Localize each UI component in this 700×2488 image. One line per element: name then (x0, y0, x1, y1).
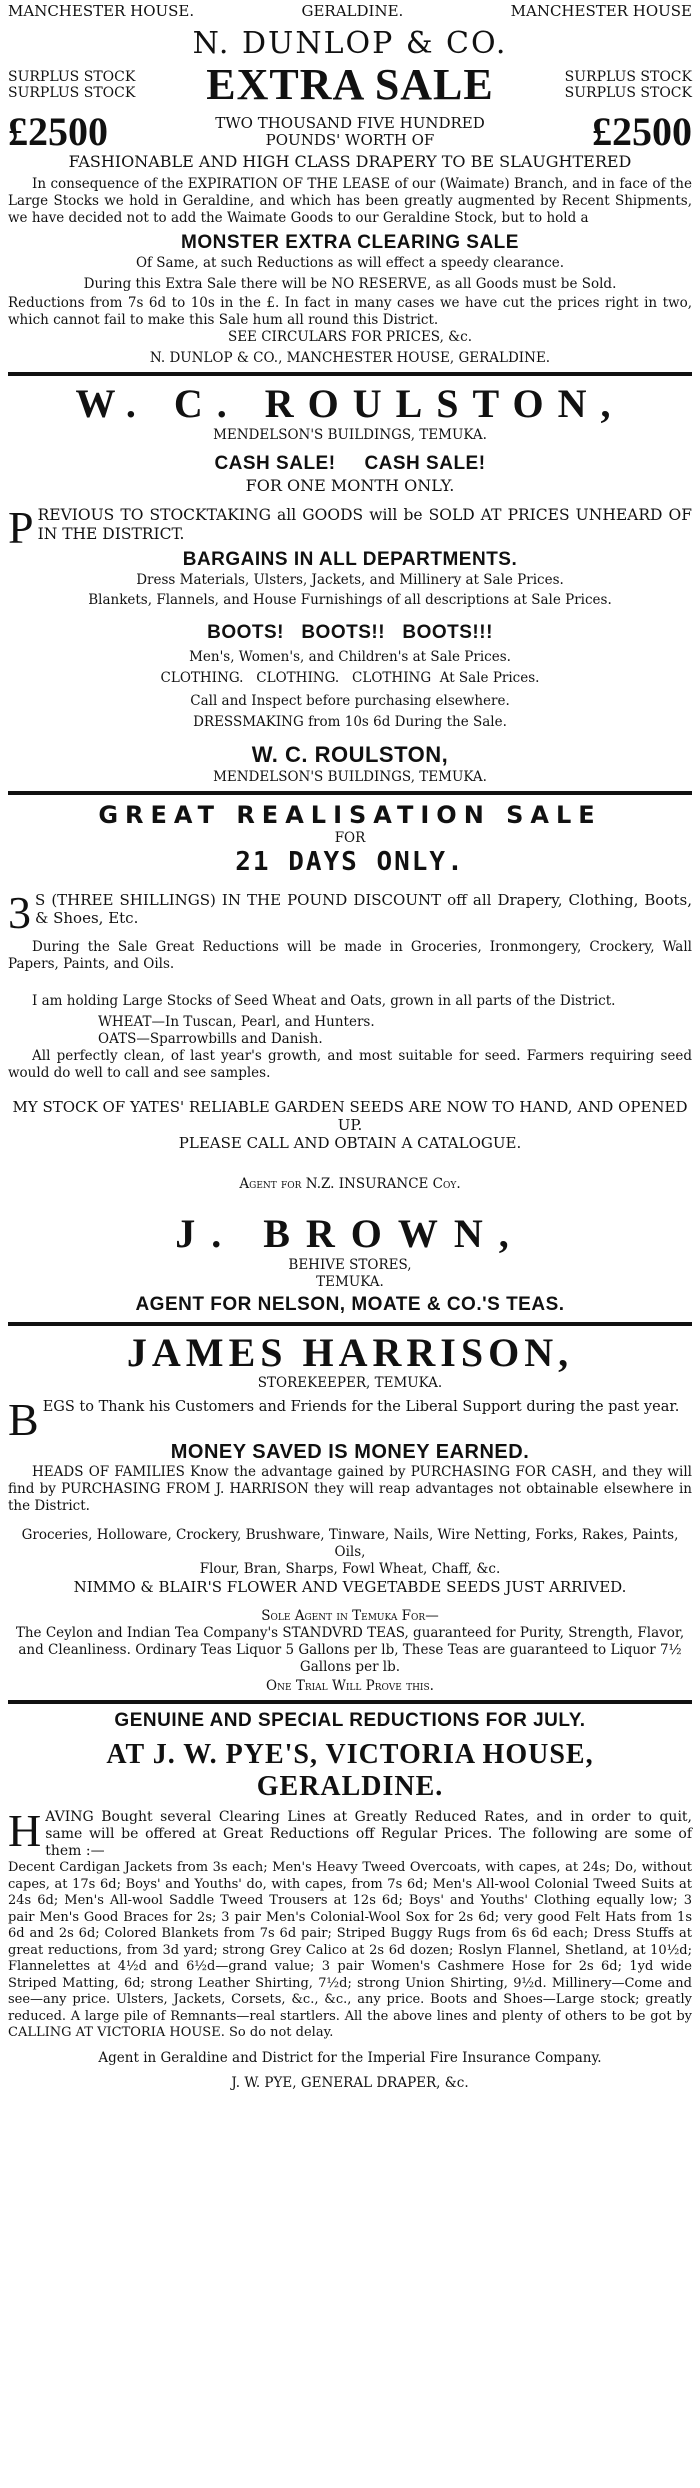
money-saved: MONEY SAVED IS MONEY EARNED. (170, 1441, 530, 1463)
pye-genuine: GENUINE AND SPECIAL REDUCTIONS FOR JULY. (114, 1710, 586, 1731)
dunlop-para4: Reductions from 7s 6d to 10s in the £. In fact in many cases we have cut the prices right in two, which cannot fail to make this Sale hum all round this District. (8, 295, 692, 328)
dunlop-firm: N. DUNLOP & CO. (192, 26, 508, 61)
harrison-groceries: Groceries, Holloware, Crockery, Brushware, Tinware, Nails, Wire Netting, Forks, Rakes, Paints, Oils, (21, 1527, 679, 1560)
brown-para2: I am holding Large Stocks of Seed Wheat and Oats, grown in all parts of the District. (32, 993, 616, 1009)
dunlop-para3: During this Extra Sale there will be NO RESERVE, as all Goods must be Sold. (83, 276, 617, 292)
brown-wheat: WHEAT—In Tuscan, Pearl, and Hunters. (98, 1014, 375, 1030)
harrison-sole: Sole Agent in Temuka For— (261, 1608, 439, 1624)
divider-4 (8, 1700, 692, 1704)
twenty-one-days: 21 DAYS ONLY. (235, 847, 465, 877)
harrison-name: JAMES HARRISON, (126, 1330, 574, 1375)
roulston-line2: Blankets, Flannels, and House Furnishings of all descriptions at Sale Prices. (88, 592, 612, 608)
brown-teas: AGENT FOR NELSON, MOATE & CO.'S TEAS. (135, 1294, 565, 1315)
brown-stores: BEHIVE STORES, (288, 1257, 412, 1273)
brown-oats: OATS—Sparrowbills and Danish. (98, 1031, 323, 1047)
surplus-left-2: SURPLUS STOCK (8, 85, 136, 101)
pye-advert (8, 1709, 692, 2092)
begs-block (8, 1394, 692, 1445)
previous-text: REVIOUS TO STOCKTAKING all GOODS will be SOLD AT PRICES UNHEARD OF IN THE DISTRICT. (37, 506, 692, 543)
harrison-nimmo: NIMMO & BLAIR'S FLOWER AND VEGETABDE SEEDS JUST ARRIVED. (73, 1578, 627, 1596)
surplus-right (565, 69, 692, 101)
harrison-heads: HEADS OF FAMILIES Know the advantage gained by PURCHASING FOR CASH, and they will find by PURCHASING FROM J. HARRISON they will reap advantages not obtainable elsewhere in the District. (8, 1464, 692, 1514)
amount-right: £2500 (592, 109, 692, 154)
pye-agent: Agent in Geraldine and District for the Imperial Fire Insurance Company. (98, 2049, 602, 2066)
divider-1 (8, 372, 692, 376)
bargains: BARGAINS IN ALL DEPARTMENTS. (182, 549, 518, 570)
surplus-left (8, 69, 135, 101)
harrison-ceylon: The Ceylon and Indian Tea Company's STANDVRD TEAS, guaranteed for Purity, Strength, Flavor, and Cleanliness. Ordinary Teas Liquor 5 Gallons per lb, These Teas are guaranteed to Liquor 7½ Gallons per lb. (15, 1625, 685, 1675)
dunlop-sign: N. DUNLOP & CO., MANCHESTER HOUSE, GERALDINE. (149, 350, 551, 366)
fashionable-line: FASHIONABLE AND HIGH CLASS DRAPERY TO BE SLAUGHTERED (68, 152, 632, 171)
drop-cap-p: P (8, 502, 34, 553)
pye-town: GERALDINE. (256, 1771, 444, 1802)
extra-sale-row (8, 60, 692, 109)
pye-sign: J. W. PYE, GENERAL DRAPER, &c. (231, 2074, 469, 2091)
previous-block (8, 502, 692, 553)
surplus-left-1: SURPLUS STOCK (8, 69, 136, 85)
brown-name: J. BROWN, (175, 1211, 525, 1256)
dunlop-circulars: SEE CIRCULARS FOR PRICES, &c. (227, 329, 473, 345)
dunlop-header-row (8, 0, 692, 20)
dunlop-advert (8, 0, 692, 367)
harrison-advert (8, 1331, 692, 1695)
brown-agent: Agent for N.Z. INSURANCE Coy. (239, 1176, 461, 1192)
brown-para1: During the Sale Great Reductions will be made in Groceries, Ironmongery, Crockery, Wall Papers, Paints, and Oils. (8, 939, 692, 972)
divider-2 (8, 791, 692, 795)
drop-cap-3: 3 (8, 887, 31, 938)
pye-list: Decent Cardigan Jackets from 3s each; Men's Heavy Tweed Overcoats, with capes, at 24s; Do, without capes, at 17s 6d; Boys' and Youths' do, with capes, from 7s 6d; Men's All-wool Colonial Tweed Suits at 24s 6d; Men's All-wool Saddle Tweed Trousers at 12s 6d; Boys' and Youths' Clothing equally low; 3 pair Men's Good Braces for 2s; 3 pair Men's Colonial-Wool Sox for 2s 6d; very good Felt Hats from 1s 6d and 2s 6d; Colored Blankets from 7s 6d pair; Striped Buggy Rugs from 6s 6d each; Dress Stuffs at great reductions, from 3d yard; strong Grey Calico at 2s 6d dozen; Roslyn Flannel, Shetland, at 10½d; Flannelettes at 4½d and 6½d—grand value; 3 pair Women's Cashmere Hose for 2s 6d; 1yd wide Striped Matting, 6d; strong Leather Shirting, 7½d; strong Union Shirting, 9½d. Millinery—Come and see—any price. Ulsters, Jackets, Corsets, &c., &c., any price. Boots and Shoes—Large stock; greatly reduced. A large pile of Remnants—real startlers. All the above lines and plenty of others to be got by CALLING AT VICTORIA HOUSE. So do not delay. (8, 1860, 692, 2040)
great-realisation: GREAT REALISATION SALE (98, 801, 602, 829)
discount-text: S (THREE SHILLINGS) IN THE POUND DISCOUNT off all Drapery, Clothing, Boots, & Shoes, Etc. (35, 891, 692, 927)
dunlop-para2: Of Same, at such Reductions as will effect a speedy clearance. (135, 255, 565, 271)
please-call: PLEASE CALL AND OBTAIN A CATALOGUE. (178, 1134, 522, 1152)
harrison-title: STOREKEEPER, TEMUKA. (257, 1375, 443, 1391)
roulston-line1: Dress Materials, Ulsters, Jackets, and Millinery at Sale Prices. (136, 572, 564, 588)
brown-for: FOR (334, 830, 366, 846)
header-right: MANCHESTER HOUSE (510, 2, 692, 20)
begs-text: EGS to Thank his Customers and Friends for the Liberal Support during the past year. (42, 1399, 680, 1415)
roulston-address: MENDELSON'S BUILDINGS, TEMUKA. (213, 427, 487, 443)
roulston-line3: Men's, Women's, and Children's at Sale Prices. (189, 649, 511, 665)
roulston-sign-address: MENDELSON'S BUILDINGS, TEMUKA. (213, 769, 487, 785)
header-mid: GERALDINE. (301, 2, 404, 20)
roulston-advert (8, 381, 692, 786)
cash-sale: CASH SALE! CASH SALE! (214, 453, 486, 474)
extra-sale-title: EXTRA SALE (206, 60, 494, 109)
harrison-flour: Flour, Bran, Sharps, Fowl Wheat, Chaff, &c. (199, 1561, 501, 1577)
one-month: FOR ONE MONTH ONLY. (245, 476, 455, 495)
having-text: AVING Bought several Clearing Lines at Greatly Reduced Rates, and in order to quit, same will be offered at Great Reductions off Regular Prices. The following are some of them :— (45, 1809, 692, 1859)
brown-advert (8, 800, 692, 1317)
divider-3 (8, 1322, 692, 1326)
amount-row (8, 109, 692, 154)
pye-at: AT J. W. PYE'S, VICTORIA HOUSE, (106, 1739, 594, 1770)
drop-cap-b: B (8, 1394, 39, 1445)
roulston-line4: Call and Inspect before purchasing elsewhere. (190, 693, 510, 709)
roulston-sign-name: W. C. ROULSTON, (251, 742, 449, 767)
discount-block (8, 887, 692, 938)
monster-sale: MONSTER EXTRA CLEARING SALE (181, 232, 519, 253)
surplus-right-2: SURPLUS STOCK (564, 85, 692, 101)
header-left: MANCHESTER HOUSE. (8, 2, 195, 20)
amount-words: TWO THOUSAND FIVE HUNDRED POUNDS' WORTH OF (215, 114, 485, 149)
dunlop-para1: In consequence of the EXPIRATION OF THE LEASE of our (Waimate) Branch, and in face of the Large Stocks we hold in Geraldine, and which has been greatly augmented by Recent Shipments, we have decided not to add the Waimate Goods to our Geraldine Stock, but to hold a (8, 176, 692, 226)
amount-left: £2500 (8, 109, 108, 154)
roulston-line5: DRESSMAKING from 10s 6d During the Sale. (193, 714, 507, 730)
brown-para3: All perfectly clean, of last year's growth, and most suitable for seed. Farmers requiring seed would do well to call and see samples. (8, 1048, 692, 1081)
roulston-name: W. C. ROULSTON, (75, 381, 625, 426)
roulston-clothing: CLOTHING. CLOTHING. CLOTHING At Sale Prices. (160, 670, 540, 686)
yates-seeds: MY STOCK OF YATES' RELIABLE GARDEN SEEDS ARE NOW TO HAND, AND OPENED UP. (12, 1098, 688, 1134)
having-block (8, 1805, 692, 1860)
boots: BOOTS! BOOTS!! BOOTS!!! (207, 622, 493, 643)
surplus-right-1: SURPLUS STOCK (564, 69, 692, 85)
drop-cap-h: H (8, 1805, 42, 1856)
brown-town: TEMUKA. (316, 1274, 384, 1290)
harrison-trial: One Trial Will Prove this. (266, 1678, 434, 1694)
